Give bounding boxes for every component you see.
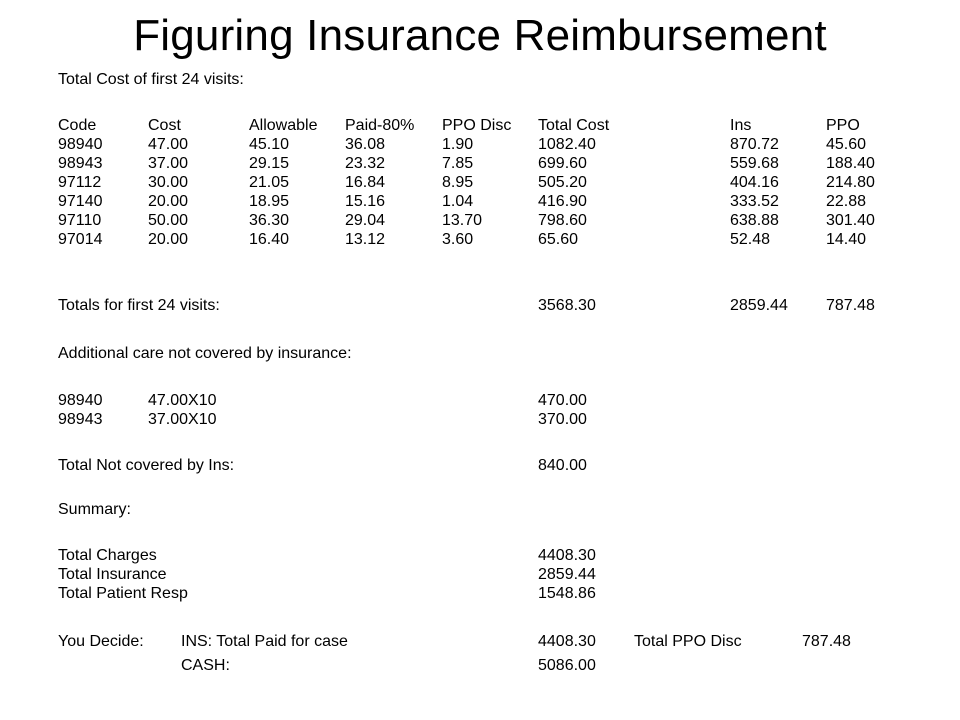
additional-heading: Additional care not covered by insurance: [58,345,352,362]
column-header-ppo-disc: PPO Disc [442,117,512,134]
cell-code: 97140 [58,193,103,210]
cell-ppo-disc: 1.90 [442,136,474,153]
cell-total-cost: 505.20 [538,174,587,191]
cell-ppo: 188.40 [826,155,875,172]
additional-amount: 470.00 [538,392,587,409]
not-covered-label: Total Not covered by Ins: [58,457,235,474]
cell-ins: 638.88 [730,212,779,229]
cell-ppo: 14.40 [826,231,867,248]
cell-paid: 36.08 [345,136,386,153]
cell-ppo-disc: 8.95 [442,174,474,191]
cell-ins: 870.72 [730,136,779,153]
cell-ppo: 22.88 [826,193,867,210]
cell-ins: 52.48 [730,231,771,248]
table-row [0,230,960,249]
totals-total-cost: 3568.30 [538,297,596,314]
cell-cost: 37.00 [148,155,189,172]
cell-code: 97112 [58,174,102,191]
cell-code: 97110 [58,212,102,229]
summary-heading: Summary: [58,501,131,518]
decide-ins-row [0,632,960,651]
cell-cost: 20.00 [148,193,189,210]
cell-allowable: 16.40 [249,231,290,248]
totals-row [0,296,960,315]
column-header-code: Code [58,117,97,134]
cell-cost: 20.00 [148,231,189,248]
cell-ppo: 301.40 [826,212,875,229]
cell-ppo-disc: 1.04 [442,193,474,210]
cell-ppo-disc: 7.85 [442,155,474,172]
table-row [0,192,960,211]
additional-calc: 47.00X10 [148,392,217,409]
cell-total-cost: 416.90 [538,193,587,210]
column-header-cost: Cost [148,117,181,134]
additional-code: 98943 [58,411,103,428]
totals-ins: 2859.44 [730,297,788,314]
totals-ppo: 787.48 [826,297,875,314]
summary-label: Total Charges [58,547,157,564]
cell-allowable: 21.05 [249,174,290,191]
summary-label: Total Insurance [58,566,167,583]
summary-value: 4408.30 [538,547,596,564]
cell-ppo-disc: 13.70 [442,212,483,229]
decide-label: You Decide: [58,633,144,650]
decide-cash-row [0,656,960,675]
summary-value: 1548.86 [538,585,596,602]
cell-allowable: 36.30 [249,212,290,229]
table-row [0,211,960,230]
decide-cash-value: 5086.00 [538,657,596,674]
cell-ppo-disc: 3.60 [442,231,474,248]
additional-amount: 370.00 [538,411,587,428]
cell-allowable: 18.95 [249,193,290,210]
table-row [0,173,960,192]
decide-ins-value: 4408.30 [538,633,596,650]
cell-paid: 29.04 [345,212,386,229]
column-header-allowable: Allowable [249,117,318,134]
cell-total-cost: 699.60 [538,155,587,172]
cell-allowable: 45.10 [249,136,290,153]
cell-paid: 23.32 [345,155,386,172]
cell-paid: 15.16 [345,193,386,210]
summary-row [0,565,960,584]
cell-total-cost: 798.60 [538,212,587,229]
column-header-ppo: PPO [826,117,860,134]
page-title: Figuring Insurance Reimbursement [133,11,827,60]
cell-code: 97014 [58,231,103,248]
column-header-total-cost: Total Cost [538,117,610,134]
additional-calc: 37.00X10 [148,411,217,428]
cell-cost: 50.00 [148,212,189,229]
cell-code: 98940 [58,136,103,153]
cell-paid: 13.12 [345,231,386,248]
cell-ppo: 214.80 [826,174,875,191]
summary-row [0,546,960,565]
cell-allowable: 29.15 [249,155,290,172]
column-header-paid: Paid-80% [345,117,415,134]
summary-value: 2859.44 [538,566,596,583]
summary-row [0,584,960,603]
section-heading-row [0,70,960,89]
not-covered-total-row [0,456,960,475]
cell-ins: 333.52 [730,193,779,210]
cell-cost: 47.00 [148,136,189,153]
decide-ppo-label: Total PPO Disc [634,633,742,650]
section-heading: Total Cost of first 24 visits: [58,71,244,88]
decide-cash-label: CASH: [181,657,230,674]
table-row [0,154,960,173]
additional-heading-row [0,344,960,363]
cell-code: 98943 [58,155,103,172]
cell-ins: 404.16 [730,174,779,191]
cell-total-cost: 65.60 [538,231,579,248]
cell-ppo: 45.60 [826,136,867,153]
cell-total-cost: 1082.40 [538,136,596,153]
summary-label: Total Patient Resp [58,585,188,602]
additional-code: 98940 [58,392,103,409]
cell-paid: 16.84 [345,174,386,191]
additional-row [0,391,960,410]
additional-row [0,410,960,429]
not-covered-amount: 840.00 [538,457,587,474]
summary-heading-row [0,500,960,519]
table-row [0,135,960,154]
decide-ppo-value: 787.48 [802,633,851,650]
decide-ins-label: INS: Total Paid for case [181,633,348,650]
table-header-row [0,116,960,135]
column-header-ins: Ins [730,117,752,134]
totals-label: Totals for first 24 visits: [58,297,220,314]
cell-ins: 559.68 [730,155,779,172]
cell-cost: 30.00 [148,174,189,191]
